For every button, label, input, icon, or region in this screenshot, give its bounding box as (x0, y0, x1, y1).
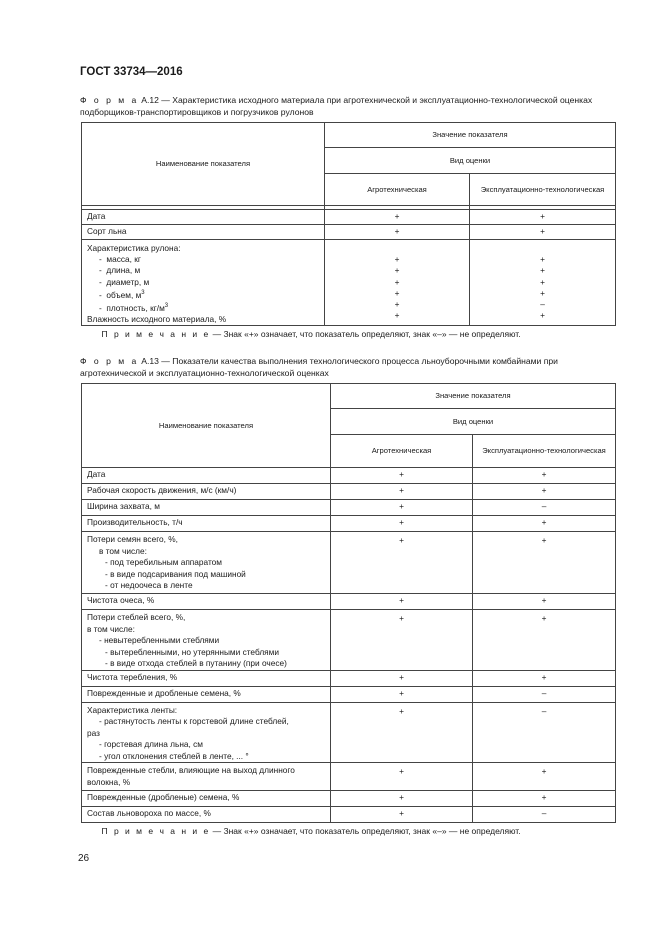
form-a13-note (82, 823, 616, 840)
agro-value: + (325, 225, 470, 240)
table-row (82, 791, 616, 807)
agro-value: + (331, 610, 473, 671)
row-label: Дата (82, 210, 325, 225)
agro-value: + (325, 210, 470, 225)
row-subitem: - растянутость ленты к горстевой длине стеблей, (99, 716, 289, 726)
agro-value: + (331, 516, 473, 532)
form-a13-table (81, 383, 616, 839)
expl-value: – (473, 686, 616, 702)
row-label: плотность, кг/м (106, 302, 165, 313)
expl-value: + (540, 310, 545, 321)
row-sublabel: в том числе: (87, 623, 135, 634)
expl-value: + (473, 610, 616, 671)
table-row (82, 763, 616, 791)
table-row (82, 484, 616, 500)
form-a12-form-word: Ф о р м а (80, 95, 139, 105)
expl-value: – (473, 500, 616, 516)
table-row (82, 468, 616, 484)
row-label: диаметр, м (106, 276, 150, 287)
document-header: ГОСТ 33734—2016 (80, 66, 183, 78)
row-subitem: - в виде отхода стеблей в путанину (при очесе) (105, 658, 287, 668)
table-row (82, 225, 616, 240)
agro-value: + (394, 276, 400, 287)
row-subitem: - вытеребленными, но утерянными стеблями (105, 646, 279, 657)
row-label: Рабочая скорость движения, м/с (км/ч) (82, 484, 331, 500)
row-label: Сорт льна (82, 225, 325, 240)
row-label: Состав льновороха по массе, % (82, 807, 331, 823)
form-a13-col-value: Значение показателя (331, 384, 616, 409)
expl-value: – (473, 807, 616, 823)
superscript: 3 (141, 289, 145, 296)
row-label: Поврежденные стебли, влияющие на выход длинного волокна, % (82, 763, 331, 791)
expl-value: + (473, 594, 616, 610)
table-row (82, 807, 616, 823)
table-row (82, 516, 616, 532)
agro-value: + (331, 594, 473, 610)
note-word: П р и м е ч а н и е (101, 826, 211, 836)
table-row (82, 670, 616, 686)
row-subitem: - горстевая длина льна, см (99, 739, 203, 749)
note-text: — Знак «+» означает, что показатель определяют, знак «–» — не определяют. (210, 826, 521, 836)
form-a13-form-word: Ф о р м а (80, 356, 139, 366)
row-label: Потери семян всего, %, (87, 534, 178, 544)
expl-value: – (473, 702, 616, 763)
row-label: Поврежденные (дробленые) семена, % (82, 791, 331, 807)
row-subitem: - от недоочеса в ленте (105, 580, 193, 590)
expl-value: + (473, 516, 616, 532)
row-subitem: - невытеребленными стеблями (99, 635, 220, 645)
row-label: Потери стеблей всего, %, (87, 612, 186, 622)
agro-value: + (331, 484, 473, 500)
row-label: длина, м (106, 265, 141, 276)
agro-value: + (394, 299, 400, 310)
form-a13-col-name: Наименование показателя (82, 384, 331, 468)
row-label: Влажность исходного материала, % (87, 313, 227, 324)
form-a12-caption (80, 94, 620, 118)
agro-value: + (331, 532, 473, 594)
row-label: Поврежденные и дробленые семена, % (82, 686, 331, 702)
agro-value: + (331, 702, 473, 763)
roll-title: Характеристика рулона: (87, 243, 181, 253)
row-label: Чистота теребления, % (82, 670, 331, 686)
expl-value: + (473, 484, 616, 500)
table-row (82, 210, 616, 225)
form-a12-note (82, 325, 616, 342)
note-text: — Знак «+» означает, что показатель определяют, знак «–» — не определяют. (210, 328, 521, 339)
form-a12-col-type: Вид оценки (325, 148, 616, 174)
expl-value: + (540, 254, 545, 265)
table-row (82, 610, 616, 671)
expl-value: + (540, 265, 545, 276)
row-label: Производительность, т/ч (82, 516, 331, 532)
agro-value: + (331, 807, 473, 823)
expl-value: + (470, 210, 616, 225)
form-a12-col-expl: Эксплуатационно-технологическая (470, 174, 616, 206)
form-a12-table (81, 122, 616, 342)
table-row: Характеристика рулона: - масса, кг - длина, м - диаметр, м - объем, $м^3$ - плотность, $кг/м^3$ Влажность исходного материала, % + + + + + + + + + + – + (82, 240, 616, 326)
row-subitem: - угол отклонения стеблей в ленте, ... ° (99, 750, 249, 761)
expl-value: + (473, 532, 616, 594)
table-row (82, 500, 616, 516)
form-a13-col-expl: Эксплуатационно-технологическая (473, 435, 616, 468)
expl-value: + (473, 468, 616, 484)
agro-value: + (331, 791, 473, 807)
agro-value: + (331, 670, 473, 686)
agro-value: + (331, 686, 473, 702)
agro-value: + (394, 265, 400, 276)
row-label: объем, м (106, 289, 142, 300)
expl-value: + (540, 287, 545, 298)
agro-value: + (394, 287, 400, 298)
row-subitem: - под теребильным аппаратом (105, 557, 222, 567)
row-label: Дата (82, 468, 331, 484)
form-a13-caption-text: А.13 — Показатели качества выполнения технологического процесса льноуборочными комбайнами при агротехнической и эксплуатационно-технологической оценках (80, 356, 558, 378)
note-word: П р и м е ч а н и е (101, 328, 211, 339)
row-label: Ширина захвата, м (82, 500, 331, 516)
expl-value: + (470, 225, 616, 240)
agro-value: + (331, 763, 473, 791)
row-label: Чистота очеса, % (82, 594, 331, 610)
agro-value: + (331, 468, 473, 484)
table-row (82, 594, 616, 610)
form-a12-col-name: Наименование показателя (82, 123, 325, 206)
expl-value: + (473, 670, 616, 686)
expl-value: + (473, 763, 616, 791)
table-row (82, 532, 616, 594)
page-number: 26 (78, 853, 90, 864)
table-row (82, 686, 616, 702)
row-subitem: раз (87, 727, 100, 738)
row-label: Характеристика ленты: (87, 704, 178, 715)
form-a12-col-agro: Агротехническая (325, 174, 470, 206)
form-a12-caption-text: А.12 — Характеристика исходного материала при агротехнической и эксплуатационно-технологической оценках подборщиков-транспортировщиков и погрузчиков рулонов (80, 95, 593, 117)
row-subitem: - в виде подсаривания под машиной (105, 568, 246, 579)
form-a13-col-agro: Агротехническая (331, 435, 473, 468)
agro-value: + (394, 310, 400, 321)
agro-value: + (394, 254, 400, 265)
form-a13-col-type: Вид оценки (331, 409, 616, 435)
expl-value: – (540, 299, 545, 310)
row-label: масса, кг (106, 254, 141, 265)
agro-value: + (331, 500, 473, 516)
expl-value: + (473, 791, 616, 807)
form-a12-col-value: Значение показателя (325, 123, 616, 148)
expl-value: + (540, 276, 545, 287)
row-sublabel: в том числе: (99, 545, 147, 556)
form-a13-caption (80, 355, 620, 379)
superscript: 3 (164, 302, 169, 309)
table-row (82, 702, 616, 763)
